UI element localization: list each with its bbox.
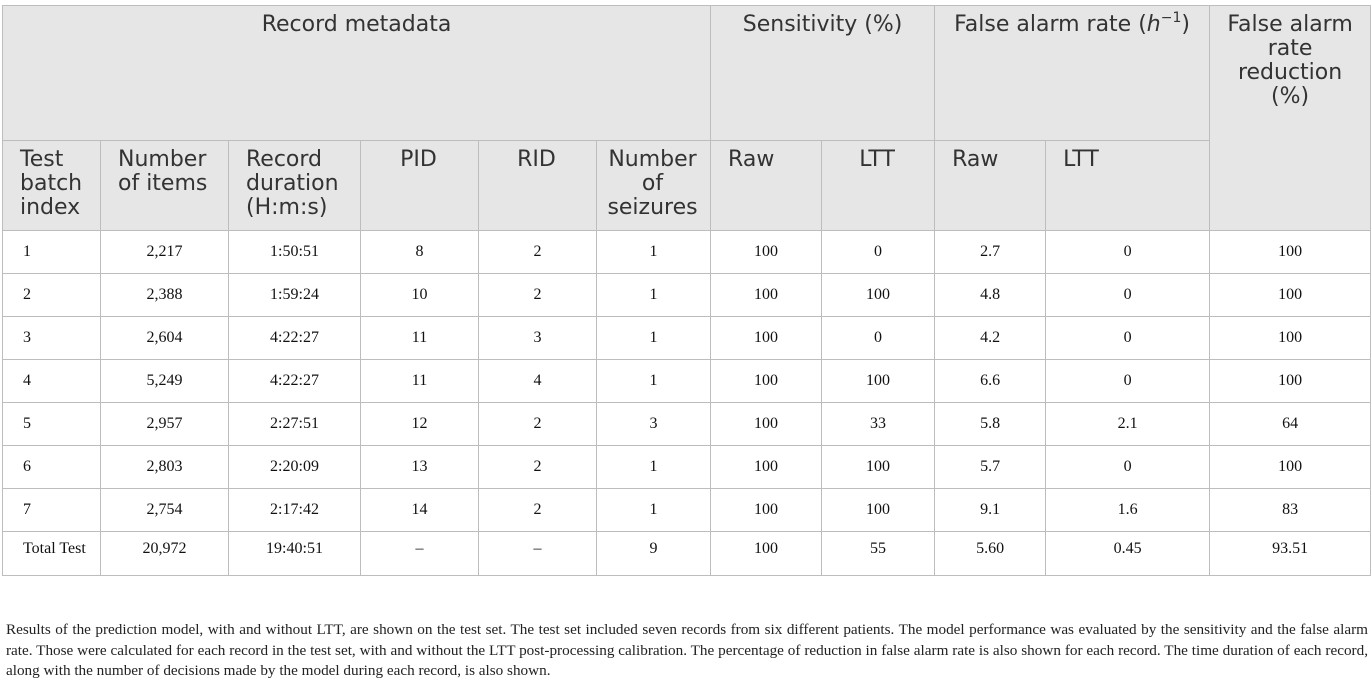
header-sensitivity: Sensitivity (%) [711, 6, 935, 141]
cell-rid: 2 [479, 274, 597, 317]
header-group-row [3, 6, 1371, 141]
cell-reduction: 93.51 [1210, 532, 1371, 576]
cell-far-ltt: 0.45 [1046, 532, 1210, 576]
cell-far-ltt: 1.6 [1046, 489, 1210, 532]
cell-seizures: 3 [597, 403, 711, 446]
cell-seizures: 9 [597, 532, 711, 576]
cell-reduction: 100 [1210, 231, 1371, 274]
cell-index: 6 [3, 446, 101, 489]
cell-index: 4 [3, 360, 101, 403]
cell-duration: 4:22:27 [229, 360, 361, 403]
cell-items: 2,388 [101, 274, 229, 317]
cell-seizures: 1 [597, 317, 711, 360]
cell-sens-ltt: 100 [822, 446, 935, 489]
col-sensitivity-raw: Raw [711, 141, 822, 231]
table-row-total [3, 532, 1371, 576]
cell-seizures: 1 [597, 360, 711, 403]
cell-sens-raw: 100 [711, 317, 822, 360]
cell-reduction: 64 [1210, 403, 1371, 446]
cell-rid: 2 [479, 446, 597, 489]
cell-sens-raw: 100 [711, 446, 822, 489]
cell-far-raw: 5.7 [935, 446, 1046, 489]
table-row [3, 360, 1371, 403]
cell-reduction: 100 [1210, 360, 1371, 403]
cell-sens-ltt: 33 [822, 403, 935, 446]
cell-sens-ltt: 55 [822, 532, 935, 576]
cell-index: 1 [3, 231, 101, 274]
col-number-of-items: Number of items [101, 141, 229, 231]
header-false-alarm-rate [935, 6, 1210, 141]
cell-far-raw: 2.7 [935, 231, 1046, 274]
table-row [3, 403, 1371, 446]
cell-sens-ltt: 100 [822, 360, 935, 403]
table-row [3, 317, 1371, 360]
cell-far-raw: 4.2 [935, 317, 1046, 360]
table-row [3, 231, 1371, 274]
cell-sens-raw: 100 [711, 532, 822, 576]
cell-index: 2 [3, 274, 101, 317]
cell-items: 2,957 [101, 403, 229, 446]
col-record-duration: Record duration (H:m:s) [229, 141, 361, 231]
header-far-unit-exp: −1 [1160, 10, 1182, 26]
cell-far-ltt: 0 [1046, 446, 1210, 489]
table-footnote: Results of the prediction model, with and without LTT, are shown on the test set. The test set included seven records from six different patients. The model performance was evaluated by the sensitivity and the false alarm rate. Those were calculated for each record in the test set, with and without the LTT post-processing calibration. The percentage of reduction in false alarm rate is also shown for each record. The time duration of each record, along with the number of decisions made by the model during each record, is also shown. [6, 621, 1368, 680]
cell-pid: 11 [361, 317, 479, 360]
col-sensitivity-ltt: LTT [822, 141, 935, 231]
cell-pid: 13 [361, 446, 479, 489]
cell-duration: 4:22:27 [229, 317, 361, 360]
cell-far-raw: 5.60 [935, 532, 1046, 576]
cell-far-ltt: 0 [1046, 317, 1210, 360]
cell-sens-raw: 100 [711, 403, 822, 446]
cell-far-raw: 4.8 [935, 274, 1046, 317]
table-row [3, 274, 1371, 317]
col-far-raw: Raw [935, 141, 1046, 231]
cell-far-ltt: 0 [1046, 274, 1210, 317]
cell-sens-ltt: 0 [822, 317, 935, 360]
cell-sens-raw: 100 [711, 274, 822, 317]
cell-duration: 1:50:51 [229, 231, 361, 274]
cell-far-raw: 6.6 [935, 360, 1046, 403]
cell-reduction: 100 [1210, 274, 1371, 317]
cell-items: 2,604 [101, 317, 229, 360]
cell-far-ltt: 0 [1046, 360, 1210, 403]
cell-sens-raw: 100 [711, 360, 822, 403]
cell-reduction: 83 [1210, 489, 1371, 532]
table-body [3, 231, 1371, 576]
cell-pid: – [361, 532, 479, 576]
cell-sens-ltt: 100 [822, 274, 935, 317]
cell-reduction: 100 [1210, 317, 1371, 360]
cell-pid: 11 [361, 360, 479, 403]
cell-duration: 1:59:24 [229, 274, 361, 317]
cell-index: Total Test [3, 532, 101, 576]
cell-rid: 2 [479, 403, 597, 446]
table-header [3, 6, 1371, 231]
cell-far-raw: 5.8 [935, 403, 1046, 446]
cell-index: 7 [3, 489, 101, 532]
header-record-metadata: Record metadata [3, 6, 711, 141]
cell-index: 3 [3, 317, 101, 360]
cell-index: 5 [3, 403, 101, 446]
table-row [3, 489, 1371, 532]
cell-items: 20,972 [101, 532, 229, 576]
col-number-of-seizures: Number of seizures [597, 141, 711, 231]
col-pid: PID [361, 141, 479, 231]
cell-duration: 2:27:51 [229, 403, 361, 446]
cell-items: 5,249 [101, 360, 229, 403]
cell-reduction: 100 [1210, 446, 1371, 489]
cell-duration: 2:17:42 [229, 489, 361, 532]
cell-pid: 10 [361, 274, 479, 317]
cell-sens-ltt: 100 [822, 489, 935, 532]
cell-pid: 12 [361, 403, 479, 446]
header-far-close: ) [1181, 12, 1190, 37]
header-far-unit-base: h [1146, 12, 1161, 37]
cell-sens-raw: 100 [711, 231, 822, 274]
cell-far-ltt: 2.1 [1046, 403, 1210, 446]
cell-seizures: 1 [597, 274, 711, 317]
cell-items: 2,803 [101, 446, 229, 489]
cell-pid: 14 [361, 489, 479, 532]
cell-rid: – [479, 532, 597, 576]
cell-rid: 2 [479, 489, 597, 532]
cell-rid: 2 [479, 231, 597, 274]
col-test-batch-index: Test batch index [3, 141, 101, 231]
col-rid: RID [479, 141, 597, 231]
cell-seizures: 1 [597, 231, 711, 274]
cell-far-ltt: 0 [1046, 231, 1210, 274]
cell-rid: 4 [479, 360, 597, 403]
cell-far-raw: 9.1 [935, 489, 1046, 532]
cell-pid: 8 [361, 231, 479, 274]
cell-sens-raw: 100 [711, 489, 822, 532]
cell-seizures: 1 [597, 446, 711, 489]
header-reduction: False alarm rate reduction (%) [1210, 6, 1371, 231]
cell-seizures: 1 [597, 489, 711, 532]
cell-rid: 3 [479, 317, 597, 360]
cell-sens-ltt: 0 [822, 231, 935, 274]
cell-items: 2,754 [101, 489, 229, 532]
table-row [3, 446, 1371, 489]
cell-duration: 2:20:09 [229, 446, 361, 489]
results-table [2, 5, 1371, 576]
header-far-label: False alarm rate ( [954, 12, 1147, 37]
cell-items: 2,217 [101, 231, 229, 274]
cell-duration: 19:40:51 [229, 532, 361, 576]
header-column-row [3, 141, 1371, 231]
col-far-ltt: LTT [1046, 141, 1210, 231]
